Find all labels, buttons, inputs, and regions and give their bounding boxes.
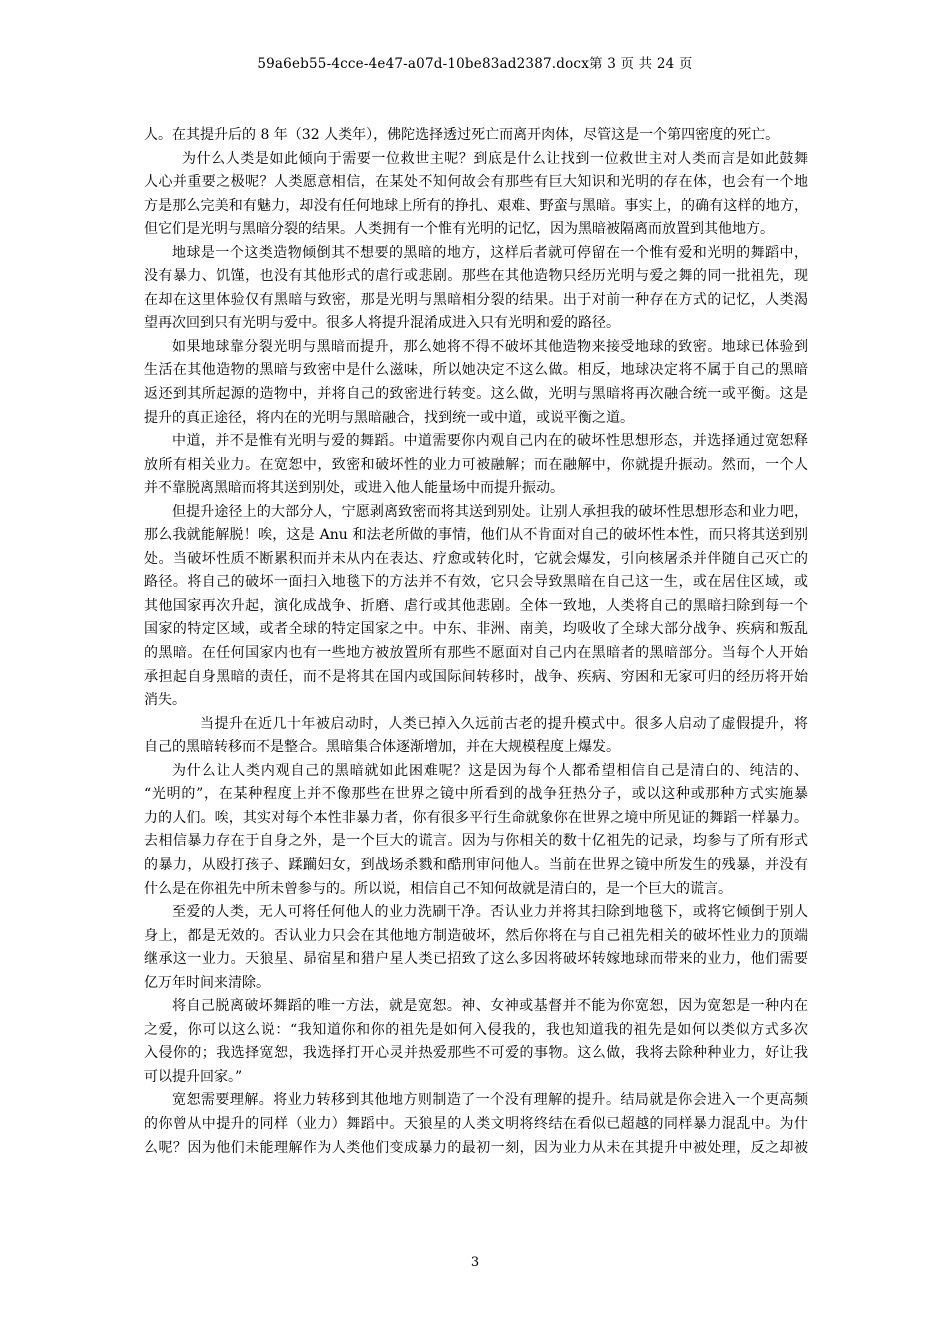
- text-line: 为什么人类是如此倾向于需要一位救世主呢？到底是什么让找到一位救世主对人类而言是如此鼓舞: [182, 150, 808, 167]
- text-line: 身上，都是无效的。否认业力只会在其他地方制造破坏，然后你将在与自己祖先相关的破坏性业力的顶端: [144, 927, 808, 944]
- text-line: 提升的真正途径，将内在的光明与黑暗融合，找到统一或中道，或说平衡之道。: [144, 409, 634, 426]
- text-line: 将自己脱离破坏舞蹈的唯一方法，就是宽恕。神、女神或基督并不能为你宽恕，因为宽恕是一种内在: [172, 998, 808, 1015]
- text-line: 当提升在近几十年被启动时，人类已掉入久远前古老的提升模式中。很多人启动了虚假提升，将: [200, 715, 808, 732]
- text-line: 承担起自身黑暗的责任，而不是将其在国内或国际间转移时，战争、疾病、穷困和无家可归的经历将开始: [144, 668, 808, 685]
- text-line: 如果地球靠分裂光明与黑暗而提升，那么她将不得不破坏其他造物来接受地球的致密。地球已体验到: [172, 338, 808, 355]
- text-line: 可以提升回家。”: [144, 1068, 243, 1085]
- text-line: 至爱的人类，无人可将任何他人的业力洗刷干净。否认业力并将其扫除到地毯下，或将它倾倒于别人: [172, 904, 808, 921]
- text-line: 自己的黑暗转移而不是整合。黑暗集合体逐渐增加，并在大规模程度上爆发。: [144, 739, 620, 756]
- page-number: 3: [470, 1255, 480, 1270]
- text-line: 路径。将自己的破坏一面扫入地毯下的方法并不有效，它只会导致黑暗在自己这一生，或在居住区域，或: [144, 574, 808, 591]
- text-line: 但提升途径上的大部分人，宁愿剥离致密而将其送到别处。让别人承担我的破坏性思想形态和业力吧，: [172, 503, 808, 520]
- text-line: 的你曾从中提升的同样（业力）舞蹈中。天狼星的人类文明将终结在看似已超越的同样暴力混乱中。为什: [144, 1115, 808, 1132]
- text-line: 方是那么完美和有魅力，却没有任何地球上所有的挣扎、艰难、野蛮与黑暗。事实上，的确有这样的地方，: [144, 197, 808, 214]
- text-line: 去相信暴力存在于自身之外，是一个巨大的谎言。因为与你相关的数十亿祖先的记录，均参与了所有形式: [144, 833, 808, 850]
- text-line: 人。在其提升后的 8 年（32 人类年），佛陀选择透过死亡而离开肉体，尽管这是一个第四密度的死亡。: [144, 127, 780, 143]
- text-line: 国家的特定区域，或者全球的特定国家之中。中东、非洲、南美，均吸收了全球大部分战争、疾病和叛乱: [144, 621, 808, 638]
- text-line: 继承这一业力。天狼星、昴宿星和猎户星人类已招致了这么多因将破坏转嫁地球而带来的业力，他们需要: [144, 951, 808, 968]
- text-line: 没有暴力、饥馑，也没有其他形式的虐行或悲剧。那些在其他造物只经历光明与爱之舞的同一批祖先，现: [144, 268, 808, 285]
- text-line: 力的人们。唉，其实对每个本性非暴力者，你有很多平行生命就象你在世界之境中所见证的舞蹈一样暴力。: [144, 809, 808, 826]
- text-line: 为什么让人类内观自己的黑暗就如此困难呢？这是因为每个人都希望相信自己是清白的、纯洁的、: [172, 762, 808, 779]
- text-line: 并不靠脱离黑暗而将其送到别处，或进入他人能量场中而提升振动。: [144, 480, 564, 497]
- text-line: 其他国家再次升起，演化成战争、折磨、虐行或其他悲剧。全体一致地，人类将自己的黑暗扫除到每一个: [144, 597, 808, 614]
- text-line: 那么我就能解脱！唉，这是 Anu 和法老所做的事情，他们从不肯面对自己的破坏性本性，而只将其送到别: [144, 527, 808, 544]
- text-line: 但它们是光明与黑暗分裂的结果。人类拥有一个惟有光明的记忆，因为黑暗被隔离而放置到其他地方。: [144, 221, 774, 238]
- text-line: 的黑暗。在任何国家内也有一些地方被放置所有那些不愿面对自己内在黑暗者的黑暗部分。当每个人开始: [144, 645, 808, 662]
- text-line: 什么是在你祖先中所未曾参与的。所以说，相信自己不知何故就是清白的，是一个巨大的谎言。: [144, 880, 732, 897]
- text-line: 消失。: [144, 692, 186, 709]
- text-line: 之爱，你可以这么说：“我知道你和你的祖先是如何入侵我的，我也知道我的祖先是如何以类似方式多次: [144, 1021, 808, 1038]
- page-header: 59a6eb55-4cce-4e47-a07d-10be83ad2387.docx第 3 页 共 24 页: [257, 56, 693, 72]
- text-line: “光明的”，在某种程度上并不像那些在世界之镜中所看到的战争狂热分子，或以这种或那种方式实施暴: [144, 786, 808, 803]
- text-line: 在却在这里体验仅有黑暗与致密，那是光明与黑暗相分裂的结果。出于对前一种存在方式的记忆，人类渴: [144, 291, 808, 308]
- text-line: 生活在其他造物的黑暗与致密中是什么滋味，所以她决定不这么做。相反，地球决定将不属于自己的黑暗: [144, 362, 808, 379]
- text-line: 宽恕需要理解。将业力转移到其他地方则制造了一个没有理解的提升。结局就是你会进入一个更高频: [172, 1092, 808, 1109]
- text-line: 中道，并不是惟有光明与爱的舞蹈。中道需要你内观自己内在的破坏性思想形态，并选择通过宽恕释: [172, 433, 808, 450]
- text-line: 处。当破坏性质不断累积而并未从内在表达、疗愈或转化时，它就会爆发，引向核屠杀并伴随自己灭亡的: [144, 550, 808, 567]
- text-line: 地球是一个这类造物倾倒其不想要的黑暗的地方，这样后者就可停留在一个惟有爱和光明的舞蹈中，: [172, 244, 808, 261]
- body-text: [144, 124, 808, 1160]
- text-line: 人心并重要之极呢？人类愿意相信，在某处不知何故会有那些有巨大知识和光明的存在体，也会有一个地: [144, 174, 808, 191]
- text-line: 亿万年时间来清除。: [144, 974, 270, 991]
- text-line: 返还到其所起源的造物中，并将自己的致密进行转变。这么做，光明与黑暗将再次融合统一或平衡。这是: [144, 386, 808, 403]
- text-line: 入侵你的；我选择宽恕，我选择打开心灵并热爱那些不可爱的事物。这么做，我将去除种种业力，好让我: [144, 1045, 808, 1062]
- text-line: 放所有相关业力。在宽恕中，致密和破坏性的业力可被融解；而在融解中，你就提升振动。然而，一个人: [144, 456, 808, 473]
- text-line: 么呢？因为他们未能理解作为人类他们变成暴力的最初一刻，因为业力从未在其提升中被处理，反之却被: [144, 1139, 808, 1156]
- text-line: 望再次回到只有光明与爱中。很多人将提升混淆成进入只有光明和爱的路径。: [144, 315, 620, 332]
- text-line: 的暴力，从殴打孩子、蹂躏妇女，到战场杀戮和酷刑审问他人。当前在世界之镜中所发生的残暴，并没有: [144, 856, 808, 873]
